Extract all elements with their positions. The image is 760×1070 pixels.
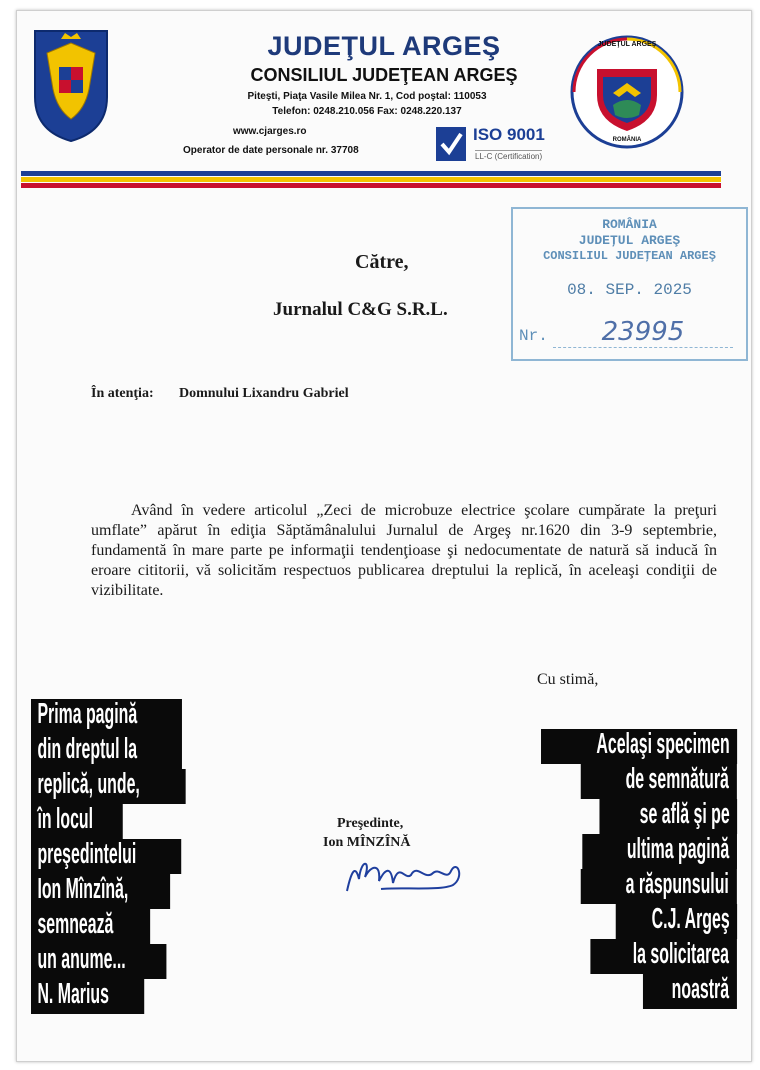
caption-left-line-9: N. Marius (35, 979, 113, 1011)
caption-right (457, 729, 737, 1009)
iso-check-icon (435, 126, 467, 162)
stamp-nr-label: Nr. (519, 327, 548, 345)
caption-right-line-2: de semnătură (623, 764, 732, 796)
stripe-blue (21, 171, 721, 176)
caption-left-line-4: în locul (35, 804, 97, 836)
caption-left-line-1: Prima pagină (35, 699, 141, 731)
salutation: Către, (355, 251, 409, 273)
caption-right-line-7: la solicitarea (630, 939, 732, 971)
attention-label: În atenţia: (91, 386, 154, 401)
header-website: www.cjarges.ro (233, 126, 307, 137)
signature-icon (341, 851, 471, 901)
header-phone: Telefon: 0248.210.056 Fax: 0248.220.137 (272, 106, 462, 117)
caption-left-line-8: un anume... (35, 944, 129, 976)
stamp-line-1: ROMÂNIA (602, 217, 657, 232)
stripe-yellow (21, 177, 721, 182)
caption-left-line-2: din dreptul la (35, 734, 141, 766)
signer-title: Preşedinte, (337, 816, 404, 831)
caption-right-line-6: C.J. Argeş (649, 904, 733, 936)
caption-right-line-5: a răspunsului (623, 869, 732, 901)
stamp-nr-value: 23995 (553, 317, 733, 348)
seal-top-text: JUDEŢUL ARGEŞ (597, 41, 657, 48)
letter-page (16, 10, 752, 1062)
header-subtitle: CONSILIUL JUDEŢEAN ARGEŞ (250, 65, 518, 85)
caption-left-line-5: preşedintelui (35, 839, 140, 871)
stamp-line-3: CONSILIUL JUDEŢEAN ARGEŞ (543, 249, 716, 263)
header-address: Piteşti, Piaţa Vasile Milea Nr. 1, Cod poştal: 110053 (247, 91, 487, 102)
caption-right-line-3: se află şi pe (636, 799, 732, 831)
header-title: JUDEŢUL ARGEŞ (267, 31, 501, 61)
council-seal-icon (569, 33, 685, 151)
caption-right-line-4: ultima pagină (624, 834, 732, 866)
caption-right-line-1: Acelaşi specimen (593, 729, 732, 761)
attention-name: Domnului Lixandru Gabriel (179, 386, 349, 401)
caption-right-line-8: noastră (669, 974, 732, 1006)
registration-stamp (511, 207, 748, 361)
caption-left-line-3: replică, unde, (35, 769, 143, 801)
signer-name: Ion MÎNZÎNĂ (323, 835, 411, 850)
stamp-line-2: JUDEŢUL ARGEŞ (578, 233, 681, 248)
header-operator: Operator de date personale nr. 37708 (183, 145, 359, 156)
iso-label: ISO 9001 (473, 125, 545, 144)
closing: Cu stimă, (537, 671, 599, 688)
stripe-red (21, 183, 721, 188)
caption-left-line-6: Ion Mînzînă, (35, 874, 132, 906)
seal-bottom-text: ROMÂNIA (612, 137, 642, 143)
caption-left (31, 699, 261, 1014)
recipient: Jurnalul C&G S.R.L. (273, 299, 448, 320)
caption-left-line-7: semnează (35, 909, 117, 941)
iso-subtitle: LL-C (Certification) (475, 152, 543, 161)
letter-body: Având în vedere articolul „Zeci de microbuze electrice şcolare cumpărate la preţuri umflate” apărut în ediţia Săptămânalului Jurnalul de Argeş nr.1620 din 3-9 septembrie, fundamentă în mare parte pe informaţii tendenţioase şi nedocumentate de natură să inducă în eroare cititorii, vă solicităm respectuos publicarea dreptului la replică, în aceleaşi condiţii de vizibilitate. (91, 502, 717, 599)
stamp-date: 08. SEP. 2025 (567, 281, 692, 299)
